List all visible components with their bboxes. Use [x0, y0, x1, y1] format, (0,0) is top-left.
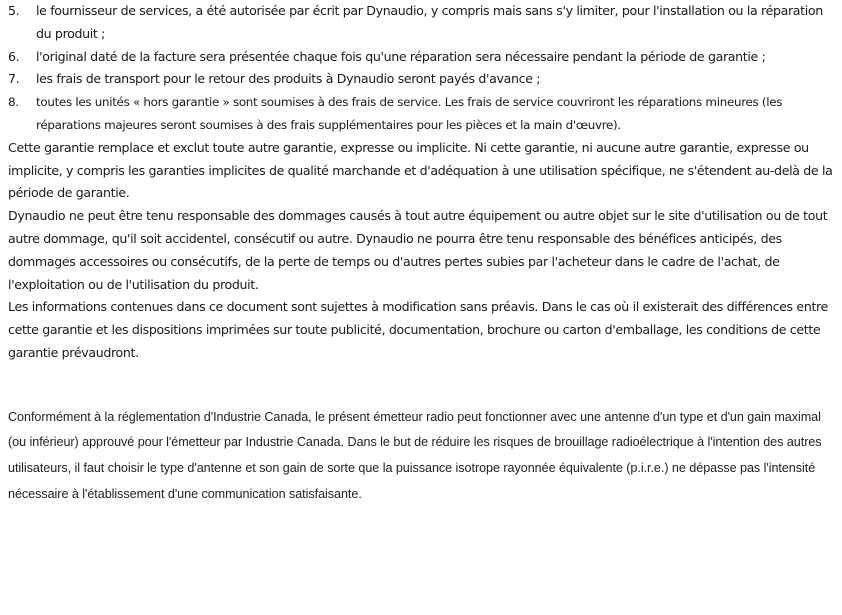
list-item-text: l'original daté de la facture sera présentée chaque fois qu'une réparation sera nécessaire pendant la période de garantie ; — [36, 48, 766, 64]
warranty-exclusion-paragraph: Cette garantie remplace et exclut toute autre garantie, expresse ou implicite. Ni cette garantie, ni aucune autre garantie, expresse ou implicite, y compris les garanties implicites de qualité marchande et d'adéquation à une utilisation spécifique, ne s'étendent au-delà de la période de garantie. — [8, 139, 833, 201]
industry-canada-notice: Conformément à la réglementation d'Industrie Canada, le présent émetteur radio peut fonctionner avec une antenne d'un type et d'un gain maximal (ou inférieur) approuvé pour l'émetteur par Industrie Canada. Dans le but de réduire les risques de brouillage radioélectrique à l'intention des autres utilisateurs, il faut choisir le type d'antenne et son gain de sorte que la puissance isotrope rayonnée équivalente (p.i.r.e.) ne dépasse pas l'intensité nécessaire à l'établissement d'une communication satisfaisante. — [8, 409, 822, 501]
list-item — [8, 46, 834, 69]
document-page — [8, 0, 834, 507]
list-item-text: le fournisseur de services, a été autorisée par écrit par Dynaudio, y compris mais sans s'y limiter, pour l'installation ou la réparation du produit ; — [36, 3, 823, 41]
list-item-number: 7. — [8, 71, 20, 87]
list-item — [8, 68, 834, 91]
list-item-text: les frais de transport pour le retour des produits à Dynaudio seront payés d'avance ; — [36, 71, 541, 87]
list-item-text: toutes les unités « hors garantie » sont soumises à des frais de service. Les frais de service couvriront les réparations mineures (les réparations majeures seront soumises à des frais supplémentaires pour les pièces et la main d'œuvre). — [36, 95, 783, 132]
list-item-number: 8. — [8, 95, 19, 110]
warranty-conditions-list — [8, 0, 834, 137]
list-item — [8, 91, 834, 137]
list-item-number: 6. — [8, 48, 20, 64]
modification-notice-paragraph: Les informations contenues dans ce document sont sujettes à modification sans préavis. Dans le cas où il existerait des différences entre cette garantie et les dispositions imprimées sur toute publicité, documentation, brochure ou carton d'emballage, les conditions de cette garantie prévaudront. — [8, 299, 828, 360]
list-item-number: 5. — [8, 3, 20, 18]
section-spacer — [8, 365, 834, 405]
liability-paragraph: Dynaudio ne peut être tenu responsable des dommages causés à tout autre équipement ou autre objet sur le site d'utilisation ou de tout autre dommage, qu'il soit accidentel, consécutif ou autre. Dynaudio ne pourra être tenu responsable des bénéfices anticipés, des dommages accessoires ou consécutifs, de la perte de temps ou d'autres pertes subies par l'acheteur dans le cadre de l'achat, de l'exploitation ou de l'utilisation du produit. — [8, 208, 828, 292]
list-item — [8, 0, 834, 46]
